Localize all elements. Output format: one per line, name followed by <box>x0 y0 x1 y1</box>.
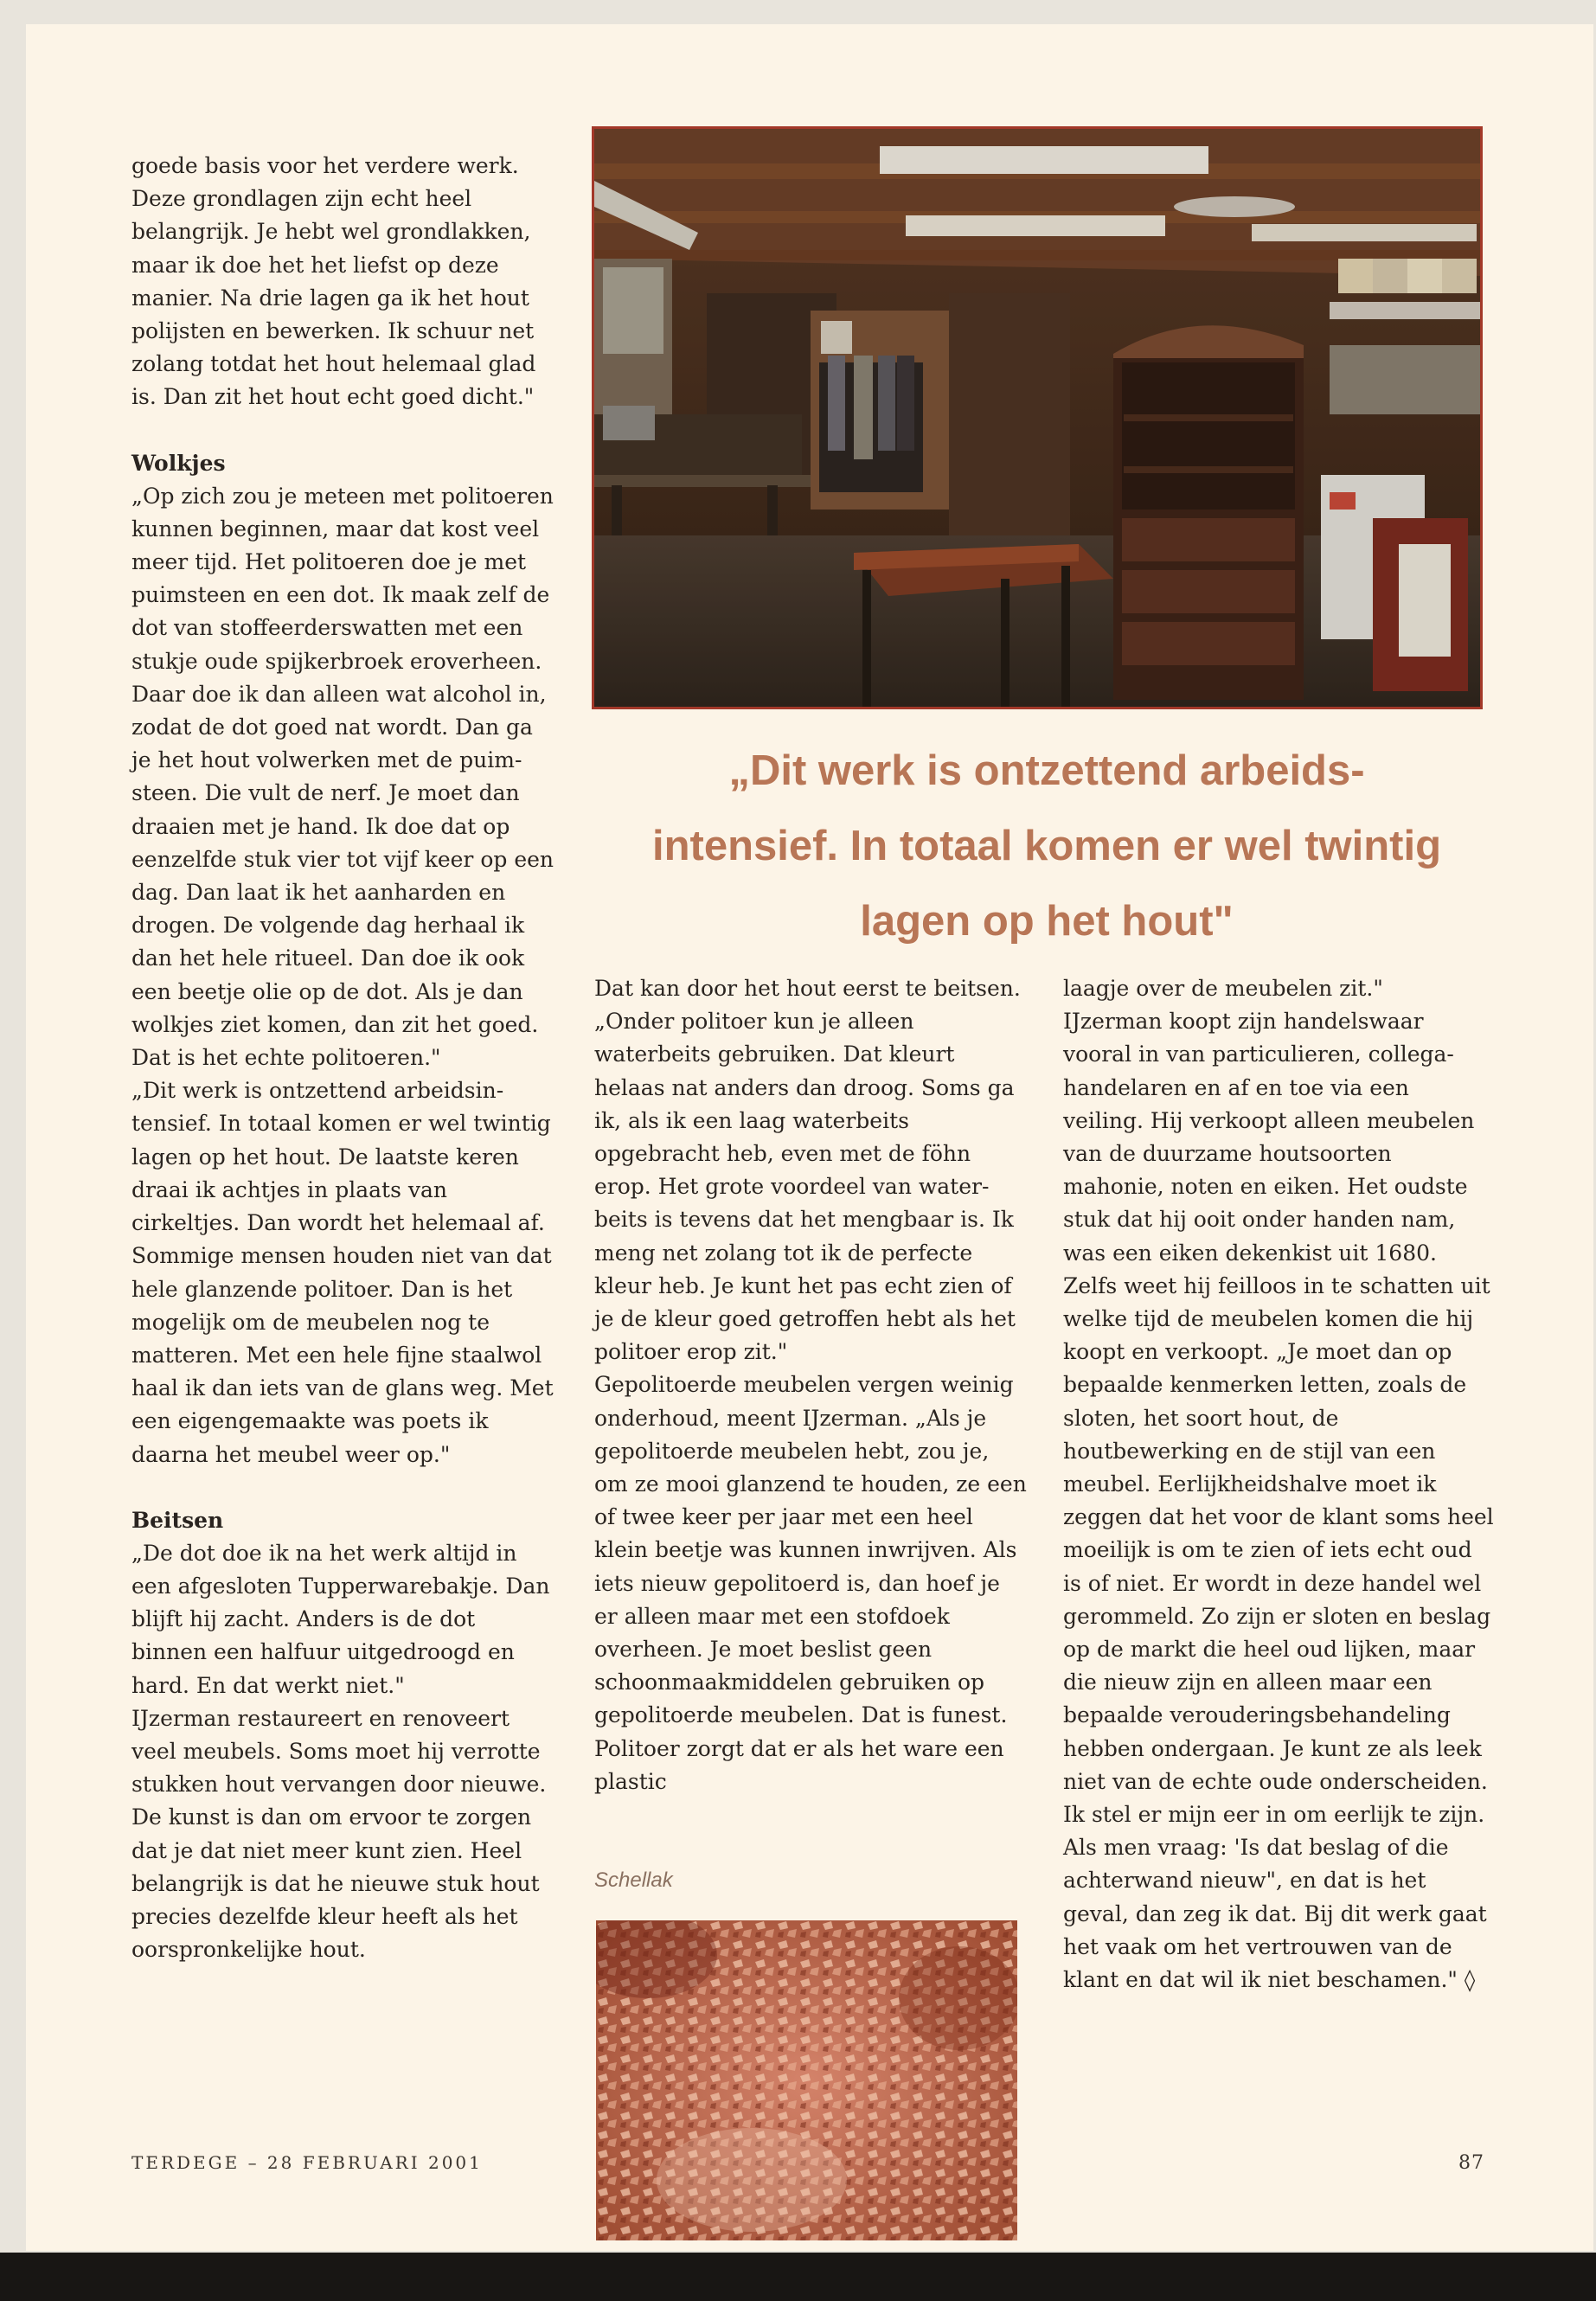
beitsen-paragraph-2: IJzerman restaureert en renoveert veel meubels. Soms moet hij verrotte stukken hout vervangen door nieuwe. De kunst is dan om ervoor te zorgen dat je dat niet meer kunt zien. Heel belangrijk is dat he nieuwe stuk hout precies dezelfde kleur heeft als het oorspronkelijke hout. <box>131 1705 547 1963</box>
wolkjes-paragraph-1: „Op zich zou je meteen met politoeren kunnen beginnen, maar dat kost veel meer tijd. Het politoeren doe je met puimsteen en een dot. Ik maak zelf de dot van stoffeerderswatten met een stukje oude spijkerbroek eroverheen. Daar doe ik dan alleen wat alcohol in, zodat de dot goed nat wordt. Dan ga je het hout volwerken met de puimsteen. Die vult de nerf. Je moet dan draaien met je hand. Ik doe dat op eenzelfde stuk vier tot vijf keer op een dag. Dan laat ik het aanharden en drogen. De volgende dag herhaal ik dan het hele ritueel. Dan doe ik ook een beetje olie op de dot. Als je dan wolkjes ziet komen, dan zit het goed. Dat is het echte politoeren." <box>131 483 554 1071</box>
column2-paragraph-3: Gepolitoerde meubelen vergen weinig onderhoud, meent IJzerman. „Als je gepolitoerde meubelen hebt, zou je, om ze mooi glanzend te houden, ze een of twee keer per jaar met een heel klein beetje was kunnen inwrijven. Als iets nieuw gepolitoerd is, dan hoef je er alleen maar met een stofdoek overheen. Je moet beslist geen schoonmaakmiddelen gebruiken op gepolitoerde meubelen. Dat is funest. Politoer zorgt dat er als het ware een plastic <box>594 1372 1027 1794</box>
article-column-1 <box>131 150 557 1966</box>
column2-paragraph-1: Dat kan door het hout eerst te beitsen. <box>594 976 1021 1001</box>
pull-quote-line-3: lagen op het hout" <box>860 898 1234 945</box>
scan-border <box>0 2253 1596 2301</box>
pull-quote-line-1: „Dit werk is ontzettend arbeids- <box>728 747 1365 794</box>
footer-publication: TERDEGE – 28 FEBRUARI 2001 <box>131 2152 483 2173</box>
beitsen-paragraph-1: „De dot doe ik na het werk altijd in een afgesloten Tupperwarebakje. Dan blijft hij zacht. Anders is de dot binnen een halfuur uitgedroogd en hard. En dat werkt niet." <box>131 1540 550 1698</box>
page-number: 87 <box>1458 2152 1484 2174</box>
shellac-photo <box>596 1920 1017 2240</box>
workshop-illustration <box>594 129 1480 707</box>
column3-paragraph-2: IJzerman koopt zijn handelswaar vooral in van particulieren, collegahandelaren en af en toe via een veiling. Hij verkoopt alleen meubelen van de duurzame houtsoorten mahonie, noten en eiken. Het oudste stuk dat hij ooit onder handen nam, was een eiken dekenkist uit 1680. Zelfs weet hij feilloos in te schatten uit welke tijd de meubelen komen die hij koopt en verkoopt. „Je moet dan op bepaalde kenmerken letten, zoals de sloten, het soort hout, de houtbewerking en de stijl van een meubel. Eerlijkheidshalve moet ik zeggen dat het voor de klant soms heel moeilijk is om te zien of iets echt oud is of niet. Er wordt in deze handel wel gerommeld. Zo zijn er sloten en beslag op de markt die heel oud lijken, maar die nieuw zijn en alleen maar een bepaalde verouderingsbehandeling hebben ondergaan. Je kunt ze als leek niet van de echte oude onderscheiden. Ik stel er mijn eer in om eerlijk te zijn. Als men vraag: 'Is dat beslag of die achterwand nieuw", en dat is het geval, dan zeg ik dat. Bij dit werk gaat het vaak om het vertrouwen van de klant en dat wil ik niet beschamen." ◊ <box>1063 1009 1494 1993</box>
pull-quote-line-2: intensief. In totaal komen er wel twintig <box>651 823 1442 869</box>
wolkjes-paragraph-2: „Dit werk is ontzettend arbeidsintensief. In totaal komen er wel twintig lagen op het hout. De laatste keren draai ik achtjes in plaats van cirkeltjes. Dan wordt het helemaal af. Sommige mensen houden niet van dat hele glanzende politoer. Dan is het mogelijk om de meubelen nog te matteren. Met een hele fijne staalwol haal ik dan iets van de glans weg. Met een eigengemaakte was poets ik daarna het meubel weer op." <box>131 1078 554 1467</box>
article-column-3 <box>1063 972 1496 1997</box>
column3-paragraph-1: laagje over de meubelen zit." <box>1063 976 1383 1001</box>
heading-wolkjes: Wolkjes <box>131 450 226 476</box>
column2-paragraph-2: „Onder politoer kun je alleen waterbeits gebruiken. Dat kleurt helaas nat anders dan droog. Soms ga ik, als ik een laag waterbeits opgebracht heb, even met de föhn erop. Het grote voordeel van waterbeits is tevens dat het mengbaar is. Ik meng net zolang tot ik de perfecte kleur heb. Je kunt het pas echt zien of je de kleur goed getroffen hebt als het politoer erop zit." <box>594 1009 1016 1365</box>
article-column-2 <box>594 972 1027 1798</box>
pull-quote <box>571 734 1522 959</box>
workshop-photo <box>592 126 1483 709</box>
image-caption: Schellak <box>594 1868 673 1892</box>
heading-beitsen: Beitsen <box>131 1507 224 1533</box>
shellac-texture <box>596 1920 1017 2240</box>
intro-paragraph: goede basis voor het verdere werk. Deze grondlagen zijn echt heel belangrijk. Je hebt wel grondlakken, maar ik doe het het liefst op deze manier. Na drie lagen ga ik het hout polijsten en bewerken. Ik schuur net zolang totdat het hout helemaal glad is. Dan zit het hout echt goed dicht." <box>131 153 536 410</box>
